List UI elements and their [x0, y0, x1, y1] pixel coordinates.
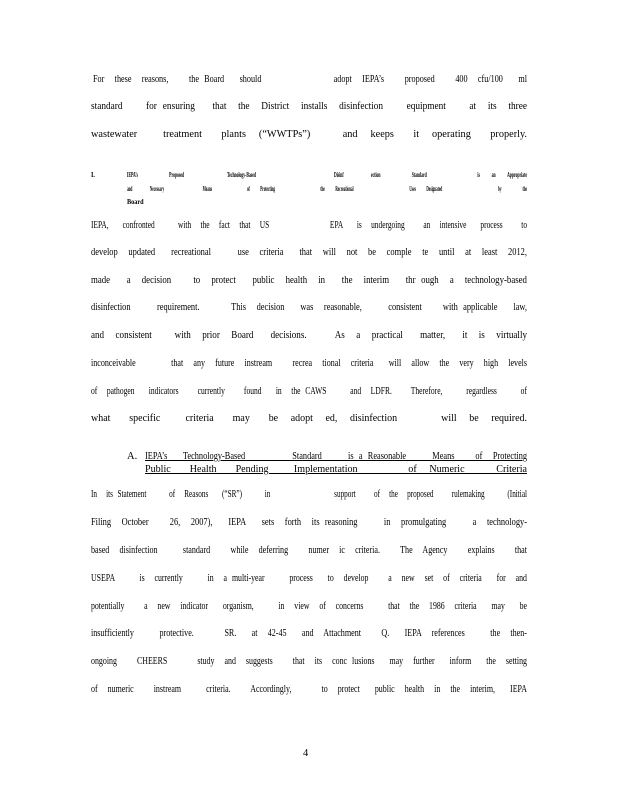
page-number: 4: [303, 748, 309, 759]
heading-1-number: I.: [91, 170, 95, 179]
paragraph-3-line-6: insufficiently protective. SR. at 42-45 and Attachment Q. IEPA references the then-: [91, 628, 528, 639]
paragraph-1-line-2: standard for ensuring that the District installs disinfection equipment at its three: [91, 101, 528, 112]
paragraph-2-line-7: of pathogen indicators currently found in the CAWS and LDFR. Therefore, regardless of: [91, 386, 527, 397]
paragraph-2-line-6: inconceivable that any future instream recrea tional criteria will allow the very high levels: [91, 358, 528, 369]
heading-1-line-3: Board: [127, 197, 144, 206]
paragraph-3-line-2: Filing October 26, 2007), IEPA sets forth its reasoning in promulgating a technology-: [91, 517, 528, 528]
heading-1-line-2: and Necessary Means of Protecting the Recreational Uses Designated by the: [127, 184, 527, 193]
paragraph-3-line-7: ongoing CHEERS study and suggests that its conc lusions may further inform the setting: [91, 656, 528, 667]
paragraph-1-line-3: wastewater treatment plants (“WWTPs”) and keeps it operating properly.: [91, 129, 528, 140]
paragraph-3-line-5: potentially a new indicator organism, in view of concerns that the 1986 criteria may be: [91, 601, 528, 612]
heading-1-line-1: IEPA’s Proposed Technology-Based Disinf ection Standard is an Appropriate: [127, 170, 528, 179]
paragraph-2-line-2: develop updated recreational use criteria that will not be comple te until at least 2012,: [91, 247, 528, 258]
paragraph-3-line-8: of numeric instream criteria. Accordingly, to protect public health in the interim, IEPA: [91, 684, 527, 695]
heading-a-line-2: Public Health Pending Implementation of Numeric Criteria: [145, 464, 527, 475]
paragraph-3-line-4: USEPA is currently in a multi-year process to develop a new set of criteria for and: [91, 573, 527, 584]
heading-a-letter: A.: [127, 451, 138, 462]
paragraph-3-line-3: based disinfection standard while deferring numer ic criteria. The Agency explains that: [91, 545, 527, 556]
paragraph-2-line-1: IEPA, confronted with the fact that US EPA is undergoing an intensive process to: [91, 220, 528, 231]
paragraph-2-line-8: what specific criteria may be adopt ed, disinfection will be required.: [91, 413, 528, 424]
paragraph-1-line-1: For these reasons, the Board should adopt IEPA’s proposed 400 cfu/100 ml: [93, 74, 528, 85]
paragraph-2-line-4: disinfection requirement. This decision was reasonable, consistent with applicable law,: [91, 302, 528, 313]
paragraph-2-line-5: and consistent with prior Board decisions. As a practical matter, it is virtually: [91, 330, 528, 341]
paragraph-2-line-3: made a decision to protect public health in the interim thr ough a technology-based: [91, 275, 527, 286]
paragraph-3-line-1: In its Statement of Reasons (“SR”) in support of the proposed rulemaking (Initial: [91, 489, 528, 500]
heading-a-line-1: IEPA’s Technology-Based Standard is a Reasonable Means of Protecting: [145, 451, 528, 462]
